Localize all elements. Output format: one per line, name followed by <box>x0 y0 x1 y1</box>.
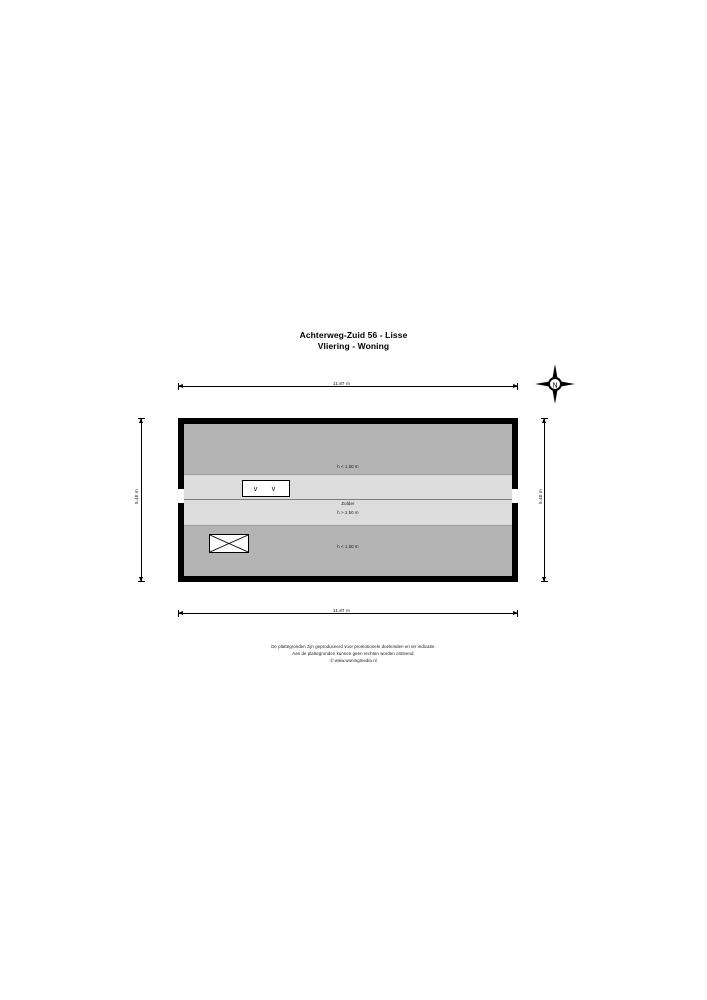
label-height-bottom: h < 1.50 m <box>337 544 359 549</box>
dimension-right-tick-bottom <box>541 581 548 582</box>
label-height-top: h < 1.50 m <box>337 464 359 469</box>
dimension-bottom-tick-right <box>517 610 518 617</box>
dimension-right-line <box>544 418 545 582</box>
dimension-right-label: 5.40 m <box>538 486 543 507</box>
wall-opening-left <box>178 488 184 504</box>
title-floor: Vliering - Woning <box>317 341 390 351</box>
dimension-top-tick-left <box>178 383 179 390</box>
floorplan-drawing <box>178 418 518 582</box>
footer-disclaimer <box>0 643 707 664</box>
dimension-bottom-label: 11.87 m <box>330 608 353 613</box>
label-height-middle: h > 2.50 m <box>337 510 359 515</box>
title-address: Achterweg-Zuid 56 - Lisse <box>299 330 408 340</box>
svg-text:N: N <box>552 382 558 390</box>
compass-rose <box>533 362 577 406</box>
dimension-left-line <box>141 418 142 582</box>
dimension-left-label: 5.40 m <box>134 486 139 507</box>
fixture-appliance-unit <box>242 480 290 497</box>
wall-opening-right <box>512 488 518 504</box>
page-title <box>0 330 707 352</box>
dimension-bottom-tick-left <box>178 610 179 617</box>
dimension-right-tick-top <box>541 418 548 419</box>
footer-line-2: Aan de plattegronden kunnen geen rechten worden ontleend. <box>292 651 415 656</box>
dimension-top-tick-right <box>517 383 518 390</box>
fixture-symbol-a: v <box>253 486 258 493</box>
hatch-cross-icon <box>210 535 248 552</box>
dimension-left-tick-bottom <box>138 581 145 582</box>
label-room-zolder: Zolder <box>341 501 355 506</box>
dimension-top-label: 11.87 m <box>330 381 353 386</box>
fixture-symbol-b: v <box>271 486 276 493</box>
ceiling-zone-separator-top <box>184 474 512 475</box>
fixture-roof-hatch <box>209 534 249 553</box>
footer-line-1: De plattegronden zijn geproduceerd voor promotionele doeleinden en ter indicatie. <box>271 644 436 649</box>
dimension-left-tick-top <box>138 418 145 419</box>
footer-line-3: © www.woningmedia.nl <box>330 658 377 663</box>
room-center-line <box>184 499 512 500</box>
attic-interior <box>184 424 512 576</box>
dimension-bottom-line <box>178 613 518 614</box>
ceiling-zone-separator-bottom <box>184 525 512 526</box>
dimension-top-line <box>178 386 518 387</box>
compass-icon <box>533 362 577 406</box>
